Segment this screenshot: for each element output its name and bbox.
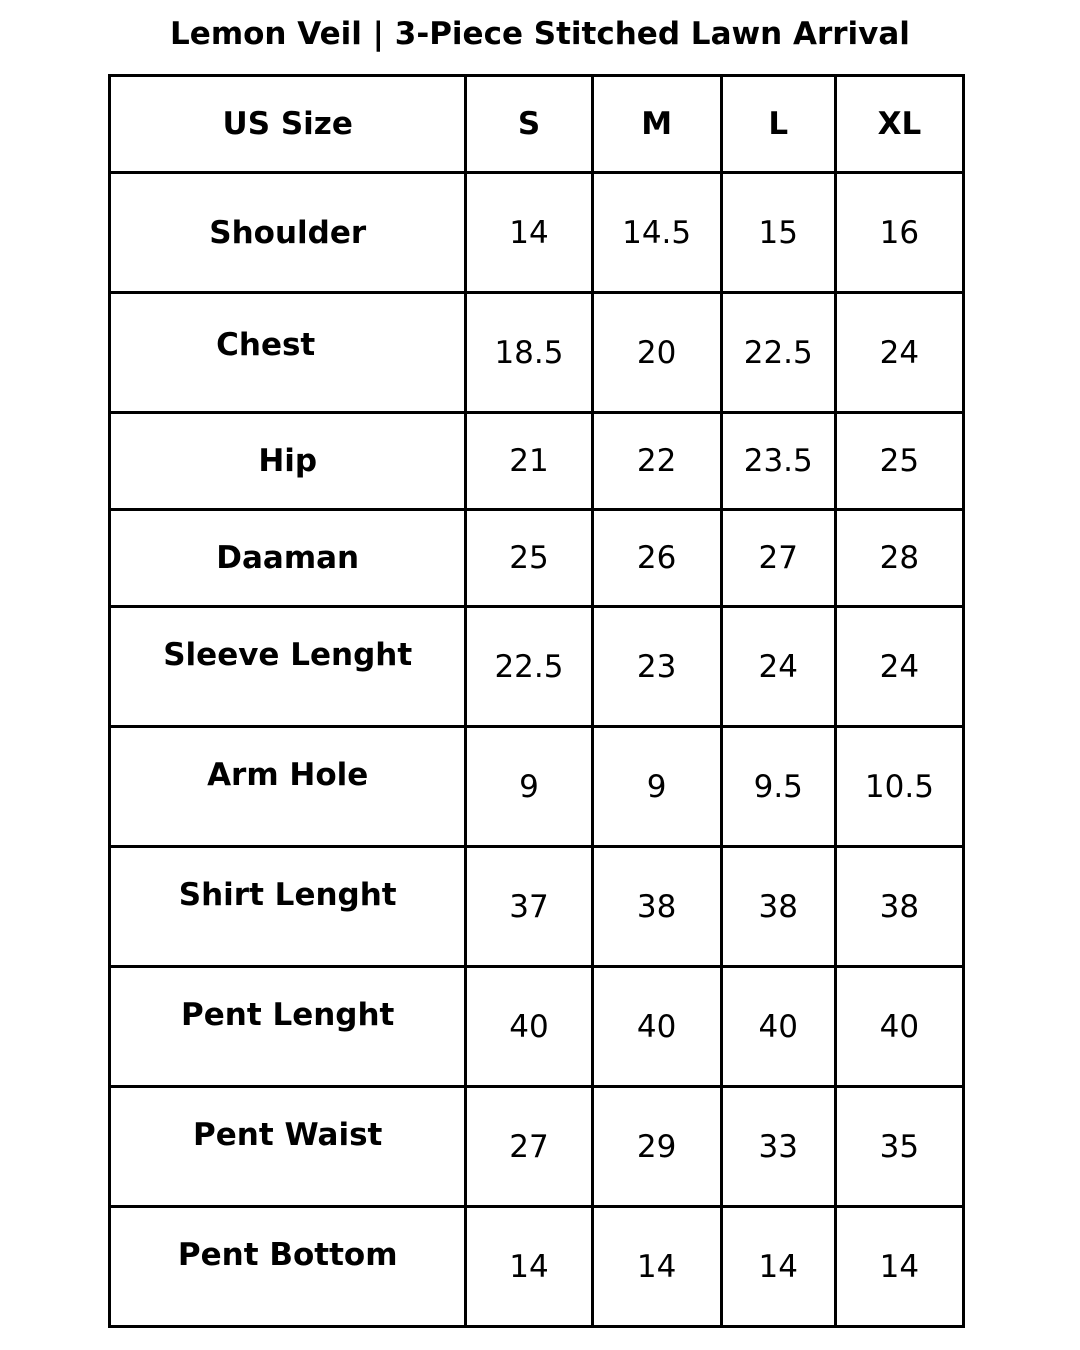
table-cell: 22 [592, 413, 721, 510]
table-header-row [110, 76, 964, 173]
table-cell: 38 [835, 847, 963, 967]
table-cell: 38 [721, 847, 835, 967]
header-size-s: S [466, 76, 592, 173]
table-cell: 25 [835, 413, 963, 510]
table-cell: 28 [835, 510, 963, 607]
row-label-sleeve-length [110, 607, 466, 727]
size-chart-table [108, 74, 965, 1328]
table-cell: 27 [721, 510, 835, 607]
row-label-text: Pent Bottom [177, 1236, 398, 1273]
row-label-text: Hip [258, 443, 318, 479]
table-cell: 25 [466, 510, 592, 607]
table-cell: 40 [835, 967, 963, 1087]
header-size-xl: XL [835, 76, 963, 173]
row-label-daaman [110, 510, 466, 607]
table-cell: 23 [592, 607, 721, 727]
table-cell: 37 [466, 847, 592, 967]
header-size-l: L [721, 76, 835, 173]
table-cell: 9 [592, 727, 721, 847]
table-cell: 22.5 [721, 293, 835, 413]
table-row [110, 847, 964, 967]
table-cell: 9 [466, 727, 592, 847]
row-label-pent-waist [110, 1087, 466, 1207]
table-row [110, 727, 964, 847]
table-cell: 14 [466, 1207, 592, 1327]
row-label-text: Sleeve Lenght [163, 636, 413, 673]
row-label-chest [110, 293, 466, 413]
table-cell: 38 [592, 847, 721, 967]
table-row [110, 1087, 964, 1207]
row-label-shirt-length [110, 847, 466, 967]
table-row [110, 173, 964, 293]
header-us-size: US Size [110, 76, 466, 173]
row-label-arm-hole [110, 727, 466, 847]
row-label-pent-length [110, 967, 466, 1087]
table-row [110, 510, 964, 607]
table-cell: 9.5 [721, 727, 835, 847]
table-row [110, 293, 964, 413]
table-row [110, 413, 964, 510]
table-cell: 27 [466, 1087, 592, 1207]
row-label-text: Chest [216, 326, 316, 363]
table-cell: 29 [592, 1087, 721, 1207]
table-cell: 40 [721, 967, 835, 1087]
table-cell: 10.5 [835, 727, 963, 847]
row-label-shoulder [110, 173, 466, 293]
table-cell: 14 [592, 1207, 721, 1327]
table-cell: 15 [721, 173, 835, 293]
table-cell: 21 [466, 413, 592, 510]
table-cell: 14.5 [592, 173, 721, 293]
table-cell: 40 [592, 967, 721, 1087]
row-label-text: Shirt Lenght [178, 876, 397, 913]
table-cell: 23.5 [721, 413, 835, 510]
table-cell: 16 [835, 173, 963, 293]
table-cell: 18.5 [466, 293, 592, 413]
table-cell: 20 [592, 293, 721, 413]
table-cell: 35 [835, 1087, 963, 1207]
table-row [110, 967, 964, 1087]
row-label-text: Shoulder [209, 214, 367, 251]
table-cell: 33 [721, 1087, 835, 1207]
table-cell: 22.5 [466, 607, 592, 727]
table-cell: 14 [466, 173, 592, 293]
table-cell: 24 [835, 293, 963, 413]
row-label-text: Daaman [216, 540, 360, 576]
table-cell: 40 [466, 967, 592, 1087]
row-label-text: Arm Hole [207, 756, 369, 793]
row-label-text: Pent Lenght [181, 996, 395, 1033]
table-row [110, 607, 964, 727]
row-label-text: Pent Waist [193, 1116, 383, 1153]
table-cell: 14 [721, 1207, 835, 1327]
table-cell: 24 [835, 607, 963, 727]
page-title: Lemon Veil | 3-Piece Stitched Lawn Arrival [170, 16, 910, 52]
table-cell: 26 [592, 510, 721, 607]
table-cell: 24 [721, 607, 835, 727]
header-size-m: M [592, 76, 721, 173]
row-label-pent-bottom [110, 1207, 466, 1327]
table-row [110, 1207, 964, 1327]
table-cell: 14 [835, 1207, 963, 1327]
row-label-hip [110, 413, 466, 510]
